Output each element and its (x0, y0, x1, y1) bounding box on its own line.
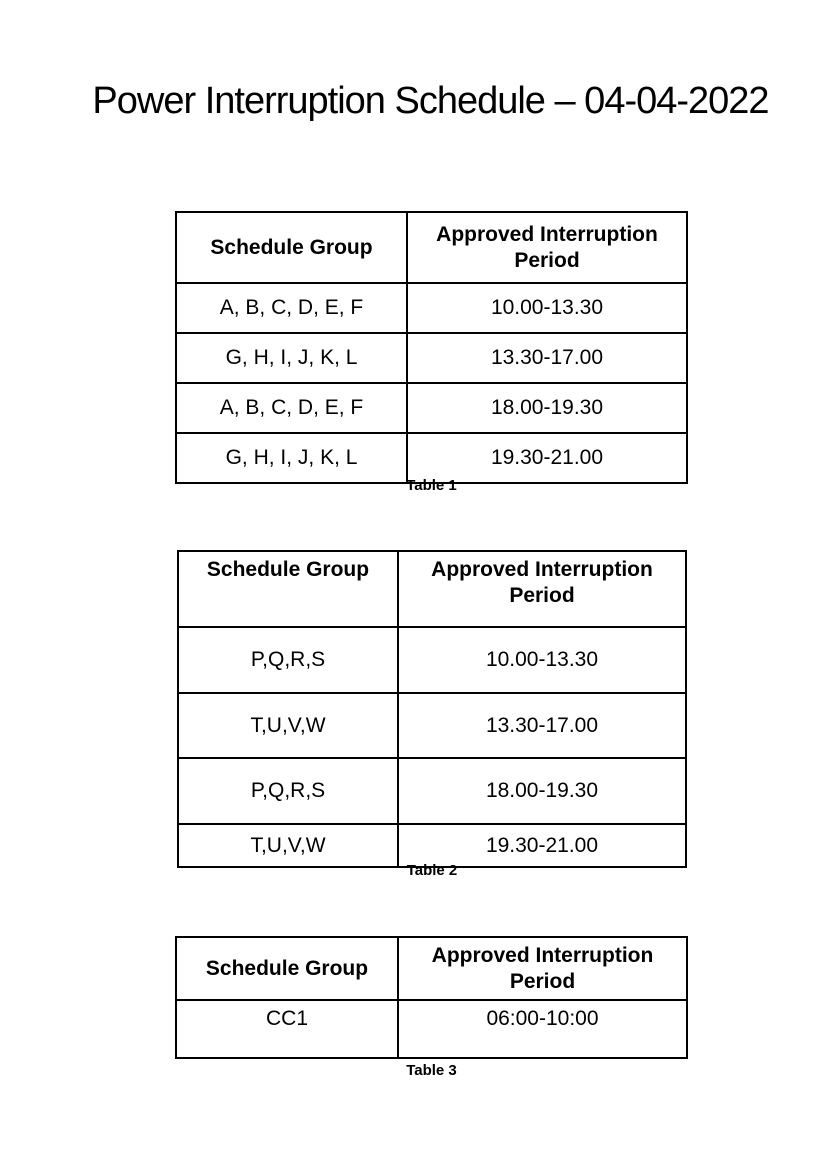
table-row (179, 692, 685, 757)
interruption-period-cell: 18.00-19.30 (490, 396, 604, 419)
interruption-period-cell: 06:00-10:00 (486, 1007, 599, 1030)
schedule-group-cell: G, H, I, J, K, L (177, 334, 408, 382)
interruption-period-cell: 18.00-19.30 (485, 779, 599, 802)
table-3-header-schedule-group (177, 938, 399, 999)
table-3-header-row (177, 938, 686, 999)
table-2-header-schedule-group (179, 552, 399, 626)
table-3-caption: Table 3 (406, 1062, 457, 1079)
table-2-header-approved-period (399, 552, 685, 626)
schedule-group-cell: G, H, I, J, K, L (177, 434, 408, 482)
schedule-group-cell: CC1 (177, 1001, 399, 1057)
schedule-group-cell: P,Q,R,S (179, 759, 399, 823)
interruption-period-cell: 10.00-13.30 (490, 296, 604, 319)
schedule-table-1 (175, 211, 688, 484)
table-1-header-row (177, 213, 686, 282)
header-label: Approved Interruption Period (431, 558, 653, 607)
schedule-group-cell: T,U,V,W (179, 694, 399, 757)
table-2-caption: Table 2 (406, 862, 458, 879)
header-label: Schedule Group (210, 235, 373, 259)
header-label: Schedule Group (206, 558, 370, 581)
schedule-group-cell: P,Q,R,S (179, 628, 399, 692)
interruption-period-cell: 13.30-17.00 (490, 346, 604, 369)
table-row (177, 282, 686, 332)
schedule-group-cell: A, B, C, D, E, F (177, 284, 408, 332)
interruption-period-cell: 13.30-17.00 (485, 713, 599, 737)
table-3-header-approved-period (399, 938, 686, 999)
schedule-group-cell: T,U,V,W (179, 825, 399, 866)
interruption-period-cell: 10.00-13.30 (485, 648, 599, 671)
page-title: Power Interruption Schedule – 04-04-2022 (92, 80, 769, 122)
header-label: Approved Interruption Period (436, 222, 658, 272)
table-1-caption: Table 1 (406, 477, 457, 494)
table-1-header-schedule-group (177, 213, 408, 282)
table-1-header-approved-period (408, 213, 686, 282)
table-row (179, 626, 685, 692)
table-row (177, 999, 686, 1057)
header-label: Approved Interruption Period (431, 943, 654, 993)
schedule-table-2 (177, 550, 687, 868)
table-2-header-row (179, 552, 685, 626)
schedule-group-cell: A, B, C, D, E, F (177, 384, 408, 432)
header-label: Schedule Group (205, 956, 369, 980)
interruption-period-cell: 19.30-21.00 (490, 446, 604, 469)
interruption-period-cell: 19.30-21.00 (485, 833, 599, 857)
table-row (177, 432, 686, 482)
table-row (179, 823, 685, 866)
table-row (179, 757, 685, 823)
table-row (177, 332, 686, 382)
table-row (177, 382, 686, 432)
schedule-table-3 (175, 936, 688, 1059)
